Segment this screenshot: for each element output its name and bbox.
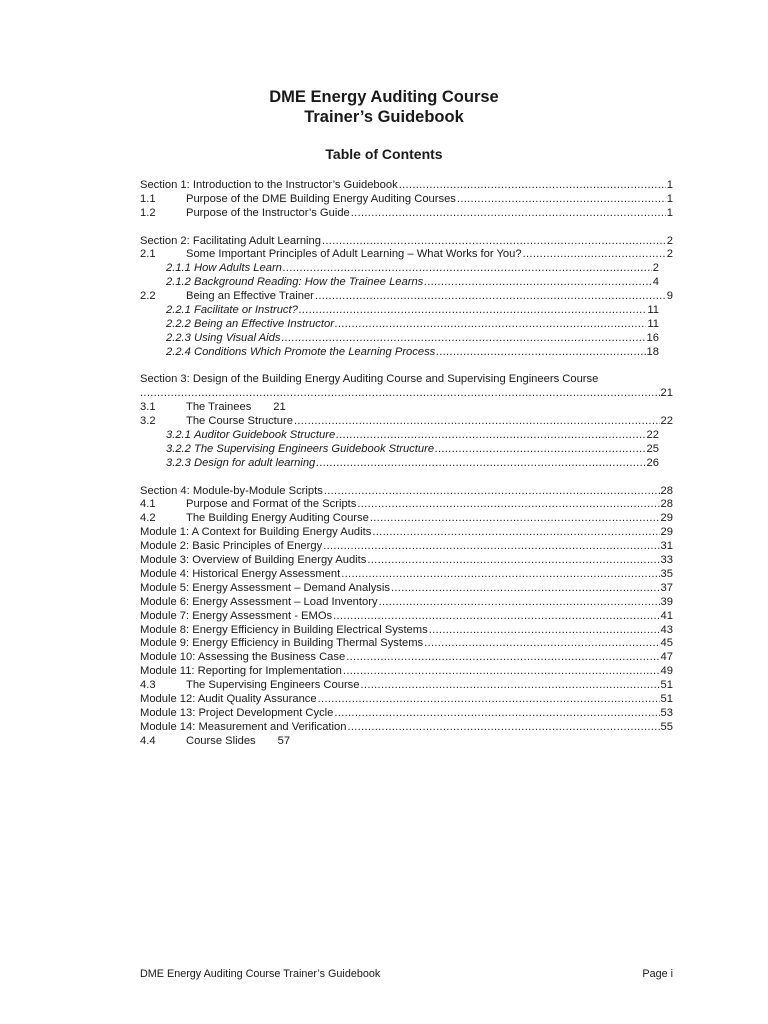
toc-dot-leader <box>283 262 652 276</box>
toc-entry-page: 9 <box>666 290 673 303</box>
toc-entry[interactable] <box>140 429 673 443</box>
toc-entry[interactable] <box>140 262 673 276</box>
toc-entry-page: 2 <box>652 262 659 275</box>
toc-entry[interactable] <box>140 610 673 624</box>
toc-dot-leader <box>315 290 666 304</box>
toc-entry-title: Module 1: A Context for Building Energy Audits <box>140 526 372 539</box>
toc-entry-title: Conditions Which Promote the Learning Process <box>194 345 436 358</box>
toc-entry-page: 35 <box>660 567 673 580</box>
toc-entry-title: Section 1: Introduction to the Instructor’s Guidebook <box>140 179 398 191</box>
toc-heading: Table of Contents <box>325 146 443 162</box>
toc-entry-number: 2.2.4 <box>166 345 191 358</box>
toc-entry-page: 28 <box>660 484 673 497</box>
toc-dot-leader <box>379 596 660 610</box>
toc-entry-page: 57 <box>277 734 291 747</box>
toc-entry-page: 51 <box>660 692 673 705</box>
document-subtitle: Trainer’s Guidebook <box>304 108 464 126</box>
toc-entry-number: 2.2.2 <box>166 317 191 330</box>
toc-entry-title: Auditor Guidebook Structure <box>194 429 336 442</box>
toc-entry-title: How Adults Learn <box>194 262 282 275</box>
toc-entry[interactable] <box>140 707 673 721</box>
toc-dot-leader <box>372 526 659 540</box>
toc-entry-page: 51 <box>660 679 673 692</box>
toc-entry-title: Module 10: Assessing the Business Case <box>140 651 346 664</box>
toc-entry[interactable] <box>140 568 673 582</box>
toc-dot-leader <box>424 637 659 651</box>
toc-dot-leader <box>281 332 645 346</box>
toc-entry-number: 2.2.3 <box>166 331 191 344</box>
toc-entry-title: Facilitate or Instruct? <box>194 304 298 317</box>
toc-entry-page: 53 <box>660 706 673 719</box>
toc-entry-page: 18 <box>646 345 659 358</box>
toc-dot-leader <box>334 707 659 721</box>
toc-entry-page: 55 <box>660 720 673 733</box>
toc-entry-page: 2 <box>666 234 673 247</box>
toc-entry-title: Some Important Principles of Adult Learning – What Works for You? <box>186 248 522 261</box>
toc-entry[interactable] <box>140 637 673 651</box>
toc-entry-title: Being an Effective Instructor <box>194 317 334 330</box>
toc-entry[interactable] <box>140 679 673 693</box>
toc-entry[interactable] <box>140 735 673 749</box>
toc-entry[interactable] <box>140 235 673 249</box>
toc-dot-leader <box>318 693 660 707</box>
toc-entry-title: The Building Energy Auditing Course <box>186 512 369 525</box>
toc-entry-title: Module 14: Measurement and Verification <box>140 720 347 733</box>
toc-entry-title: Module 7: Energy Assessment - EMOs <box>140 609 333 622</box>
toc-entry-number: 3.2.2 <box>166 442 191 455</box>
toc-entry-page: 29 <box>660 512 673 525</box>
toc-dot-leader <box>346 651 659 665</box>
toc-entry-title: Module 11: Reporting for Implementation <box>140 665 342 678</box>
toc-entry[interactable] <box>140 415 673 429</box>
toc-entry[interactable] <box>140 554 673 568</box>
toc-entry-page: 26 <box>646 456 659 469</box>
toc-dot-leader <box>316 457 645 471</box>
toc-entry-number: 4.2 <box>140 512 156 525</box>
toc-entry-title: Module 2: Basic Principles of Energy <box>140 540 323 553</box>
toc-dot-leader <box>322 235 666 249</box>
toc-dot-leader <box>399 179 666 193</box>
toc-entry[interactable] <box>140 332 673 346</box>
toc-dot-leader <box>343 665 660 679</box>
toc-entry[interactable] <box>140 207 673 221</box>
toc-entry-page: 1 <box>666 206 673 219</box>
toc-entry-page: 21 <box>273 401 286 414</box>
toc-entry-page: 11 <box>647 304 659 317</box>
toc-entry-title: Section 2: Facilitating Adult Learning <box>140 234 321 247</box>
toc-entry-title: Being an Effective Trainer <box>186 290 314 303</box>
toc-entry-number: 2.1.1 <box>166 262 191 275</box>
toc-entry-title: Module 9: Energy Efficiency in Building Thermal Systems <box>140 637 424 650</box>
document-title: DME Energy Auditing Course <box>269 88 499 106</box>
toc-dot-leader <box>335 318 646 332</box>
toc-entry-title: Purpose and Format of the Scripts <box>186 498 357 511</box>
toc-entry[interactable] <box>140 582 673 596</box>
toc-dot-leader <box>370 512 660 526</box>
toc-entry-page: 16 <box>646 331 659 344</box>
toc-entry-page: 28 <box>660 498 673 511</box>
toc-entry-number: 3.2.3 <box>166 456 191 469</box>
toc-entry-page: 43 <box>660 623 673 636</box>
toc-entry-title: Module 6: Energy Assessment – Load Inventory <box>140 595 378 608</box>
toc-entry[interactable] <box>140 498 673 512</box>
toc-entry-title: Purpose of the Instructor’s Guide <box>186 206 350 219</box>
toc-entry-page: 21 <box>660 387 673 400</box>
toc-entry-title: Background Reading: How the Trainee Learns <box>194 276 424 289</box>
toc-entry-page: 49 <box>660 665 673 678</box>
toc-dot-leader <box>324 485 660 499</box>
toc-entry-page: 31 <box>660 540 673 553</box>
toc-dot-leader <box>336 429 645 443</box>
toc-entry-number: 2.2.1 <box>166 304 191 317</box>
toc-dot-leader <box>347 721 659 735</box>
toc-entry[interactable] <box>140 693 673 707</box>
toc-entry-title: Section 3: Design of the Building Energy Auditing Course and Supervising Engineers Course <box>140 373 599 386</box>
toc-entry-title: Using Visual Aids <box>194 331 281 344</box>
toc-entry-title: The Supervising Engineers Course <box>186 679 360 692</box>
toc-dot-leader <box>424 276 651 290</box>
toc-entry-page: 11 <box>647 317 659 330</box>
toc-dot-leader <box>333 610 659 624</box>
toc-dot-leader <box>323 540 659 554</box>
toc-entry-number: 2.1.2 <box>166 276 191 289</box>
toc-entry[interactable] <box>140 387 673 401</box>
toc-entry-title: Module 12: Audit Quality Assurance <box>140 692 317 705</box>
toc-entry-title: Module 8: Energy Efficiency in Building Electrical Systems <box>140 623 428 636</box>
toc-entry-page: 47 <box>660 651 673 664</box>
toc-entry-title: Section 4: Module-by-Module Scripts <box>140 484 323 497</box>
toc-entry-title: The Course Structure <box>186 415 293 428</box>
toc-entry-number: 2.1 <box>140 248 156 261</box>
toc-entry[interactable] <box>140 179 673 193</box>
toc-dot-leader <box>361 679 660 693</box>
toc-entry[interactable] <box>140 401 673 415</box>
toc-entry[interactable] <box>140 318 673 332</box>
toc-entry-page: 29 <box>660 526 673 539</box>
toc-entry-title: The Trainees <box>186 401 252 414</box>
toc-entry[interactable] <box>140 373 673 387</box>
toc-entry-title: Module 3: Overview of Building Energy Audits <box>140 554 367 567</box>
toc-entry[interactable] <box>140 304 673 318</box>
toc-dot-leader <box>457 193 666 207</box>
toc-entry-page: 22 <box>660 415 673 428</box>
toc-entry[interactable] <box>140 290 673 304</box>
toc-entry-number: 3.2 <box>140 415 156 428</box>
table-of-contents <box>140 179 673 749</box>
toc-entry-page: 39 <box>660 595 673 608</box>
toc-entry[interactable] <box>140 540 673 554</box>
toc-dot-leader <box>140 387 660 401</box>
toc-entry-page: 22 <box>646 429 659 442</box>
toc-entry-title: The Supervising Engineers Guidebook Structure <box>194 442 435 455</box>
toc-entry[interactable] <box>140 485 673 499</box>
toc-dot-leader <box>367 554 659 568</box>
footer-page-number: Page i <box>642 968 673 980</box>
toc-entry-page: 37 <box>660 581 673 594</box>
toc-entry-page: 1 <box>666 192 673 205</box>
toc-dot-leader <box>429 624 660 638</box>
toc-entry[interactable] <box>140 248 673 262</box>
toc-entry[interactable] <box>140 443 673 457</box>
toc-entry[interactable] <box>140 624 673 638</box>
toc-entry[interactable] <box>140 526 673 540</box>
toc-entry-number: 2.2 <box>140 290 156 303</box>
toc-entry-title: Design for adult learning <box>194 456 316 469</box>
toc-entry[interactable] <box>140 193 673 207</box>
toc-entry[interactable] <box>140 665 673 679</box>
toc-dot-leader <box>436 346 645 360</box>
toc-entry-number: 1.2 <box>140 206 156 219</box>
toc-entry-page: 1 <box>666 179 673 191</box>
toc-dot-leader <box>341 568 659 582</box>
toc-entry[interactable] <box>140 651 673 665</box>
toc-entry-number: 4.4 <box>140 734 156 747</box>
toc-entry-number: 3.2.1 <box>166 429 191 442</box>
toc-entry-page: 25 <box>646 442 659 455</box>
toc-entry[interactable] <box>140 276 673 290</box>
toc-entry-title: Module 5: Energy Assessment – Demand Analysis <box>140 581 390 594</box>
toc-entry-number: 4.3 <box>140 679 156 692</box>
toc-entry[interactable] <box>140 346 673 360</box>
toc-entry[interactable] <box>140 457 673 471</box>
toc-entry-title: Module 13: Project Development Cycle <box>140 706 334 719</box>
toc-dot-leader <box>294 415 660 429</box>
toc-entry[interactable] <box>140 596 673 610</box>
toc-entry-title: Module 4: Historical Energy Assessment <box>140 567 341 580</box>
toc-dot-leader <box>391 582 660 596</box>
toc-entry-title: Purpose of the DME Building Energy Auditing Courses <box>186 192 456 205</box>
toc-dot-leader <box>357 498 659 512</box>
toc-entry-page: 2 <box>666 248 673 261</box>
toc-entry-number: 4.1 <box>140 498 156 511</box>
footer-title: DME Energy Auditing Course Trainer’s Guidebook <box>140 968 381 980</box>
toc-entry-number: 1.1 <box>140 192 156 205</box>
toc-dot-leader <box>351 207 666 221</box>
toc-entry-page: 45 <box>660 637 673 650</box>
toc-entry-page: 33 <box>660 554 673 567</box>
toc-entry-number: 3.1 <box>140 401 156 414</box>
toc-entry-page: 41 <box>660 609 673 622</box>
toc-dot-leader <box>523 248 666 262</box>
toc-entry-page: 4 <box>652 276 659 289</box>
toc-dot-leader <box>299 304 647 318</box>
toc-entry-title: Course Slides <box>186 734 256 747</box>
toc-entry[interactable] <box>140 721 673 735</box>
toc-dot-leader <box>435 443 646 457</box>
toc-entry[interactable] <box>140 512 673 526</box>
